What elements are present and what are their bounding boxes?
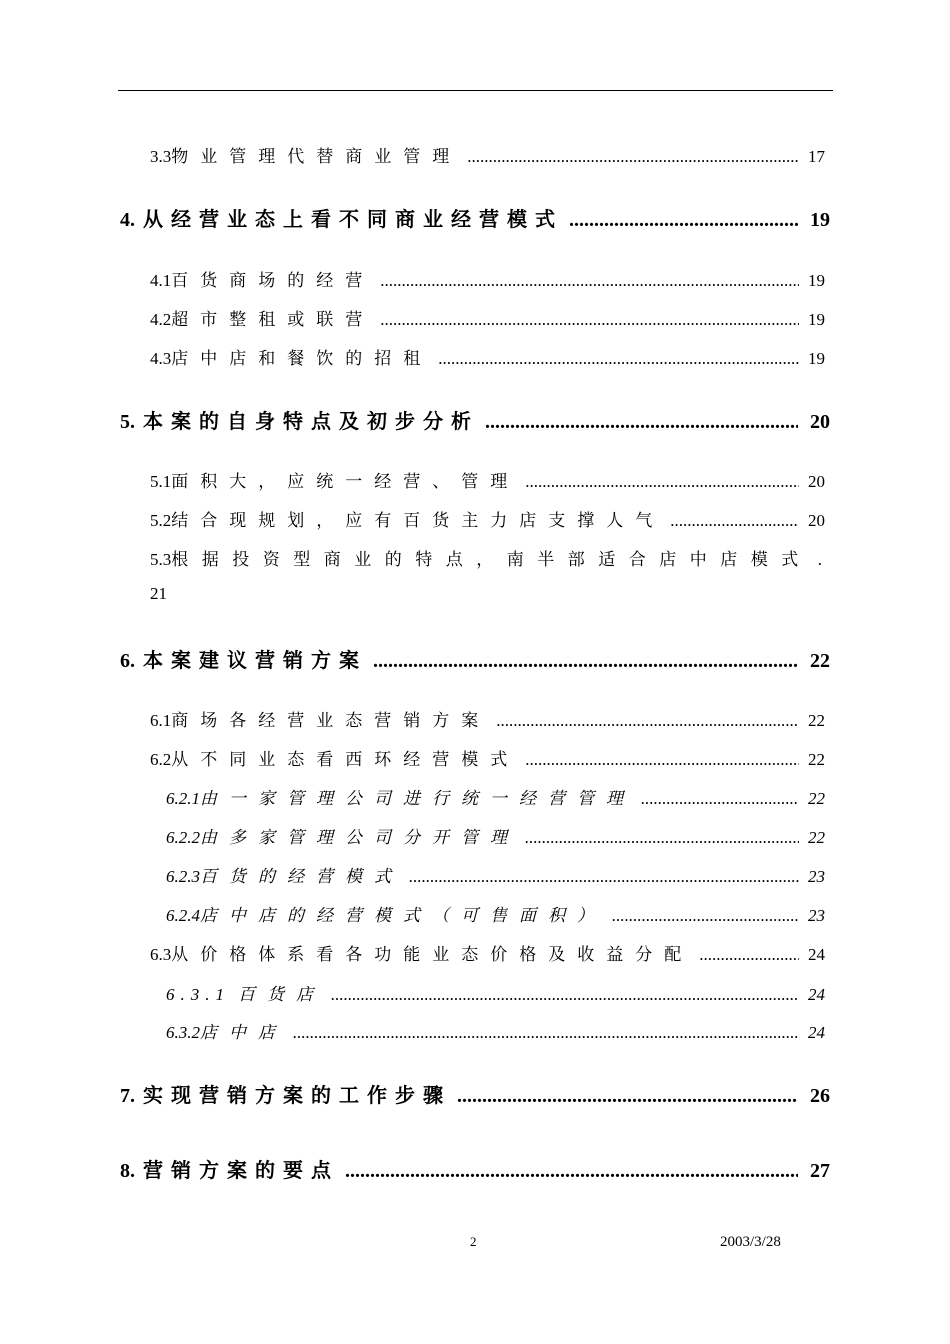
toc-entry-4[interactable]	[120, 203, 830, 232]
toc-entry-number: 6.	[120, 650, 135, 672]
toc-entry-page: 22	[808, 789, 825, 808]
toc-entry-page: 23	[808, 906, 825, 925]
toc-entry-6-2[interactable]	[150, 745, 825, 770]
toc-entry-title: 店中店的经营模式（可售面积）	[200, 906, 606, 925]
toc-entry-number: 4.3	[150, 349, 172, 368]
toc-leader-dots	[457, 1085, 798, 1108]
toc-entry-5-2[interactable]	[150, 506, 825, 531]
toc-leader-dots	[496, 711, 799, 731]
toc-entry-title: 由多家管理公司分开管理	[200, 828, 519, 847]
toc-entry-6[interactable]	[120, 644, 830, 673]
toc-entry-6-3[interactable]	[150, 940, 825, 965]
toc-leader-dots	[331, 985, 799, 1005]
toc-entry-number: 6.2.3	[166, 867, 200, 886]
toc-entry-number: 5.1	[150, 472, 172, 491]
toc-entry-number: 3.3	[150, 147, 172, 166]
toc-entry-page: 24	[808, 945, 825, 964]
toc-entry-title: 从经营业态上看不同商业经营模式	[143, 209, 563, 231]
toc-entry-7[interactable]	[120, 1079, 830, 1108]
toc-entry-title: 结合现规划，应有百货主力店支撑人气	[171, 511, 665, 530]
toc-entry-page: 24	[808, 1023, 825, 1042]
toc-entry-title: 百货店	[238, 985, 325, 1004]
toc-entry-page: 24	[808, 985, 825, 1004]
toc-entry-title: 实现营销方案的工作步骤	[143, 1085, 451, 1107]
toc-entry-number: 8.	[120, 1160, 135, 1182]
toc-entry-6-2-1[interactable]	[166, 784, 825, 809]
toc-entry-6-1[interactable]	[150, 706, 825, 731]
toc-entry-number: 5.3	[150, 550, 172, 569]
toc-leader-dots	[670, 511, 799, 531]
toc-entry-title: 面积大，应统一经营、管理	[171, 472, 520, 491]
toc-leader-dots	[293, 1023, 799, 1043]
toc-entry-title: 根据投资型商业的特点，南半部适合店中店模式	[171, 550, 812, 569]
toc-entry-title: 店中店	[200, 1023, 287, 1042]
toc-entry-page: 20	[808, 511, 825, 530]
toc-entry-6-2-4[interactable]	[166, 901, 825, 926]
toc-leader-dots	[699, 945, 799, 965]
toc-entry-5[interactable]	[120, 405, 830, 434]
footer-page-number: 2	[470, 1234, 477, 1249]
toc-entry-title: 商场各经营业态营销方案	[171, 711, 491, 730]
toc-entry-title: 本案建议营销方案	[143, 650, 367, 672]
toc-entry-page: 17	[808, 147, 825, 166]
toc-entry-title: 本案的自身特点及初步分析	[143, 411, 479, 433]
toc-leader-dots	[525, 750, 799, 770]
toc-entry-6-3-2[interactable]	[166, 1018, 825, 1043]
toc-entry-page: 19	[810, 209, 830, 231]
toc-entry-3-3[interactable]	[150, 142, 825, 167]
toc-leader-dots	[409, 867, 799, 887]
toc-leader-dots	[345, 1160, 798, 1183]
toc-leader-dots	[373, 650, 798, 673]
toc-entry-4-1[interactable]	[150, 266, 825, 291]
toc-entry-6-3-1[interactable]	[166, 980, 825, 1005]
toc-entry-page: 20	[810, 411, 830, 433]
toc-entry-page: 26	[810, 1085, 830, 1107]
toc-entry-title: 从不同业态看西环经营模式	[171, 750, 520, 769]
toc-entry-title: 百货的经营模式	[200, 867, 403, 886]
toc-entry-number: 6.1	[150, 711, 172, 730]
toc-entry-page: 19	[808, 310, 825, 329]
toc-entry-6-2-3[interactable]	[166, 862, 825, 887]
toc-leader-dots	[380, 271, 799, 291]
toc-entry-page: 20	[808, 472, 825, 491]
toc-entry-6-2-2[interactable]	[166, 823, 825, 848]
toc-entry-title: 营销方案的要点	[143, 1160, 339, 1182]
footer-date: 2003/3/28	[720, 1234, 781, 1250]
toc-entry-5-3[interactable]	[150, 545, 822, 570]
toc-entry-number: 4.	[120, 209, 135, 231]
toc-leader-dots	[641, 789, 799, 809]
toc-entry-title: 百货商场的经营	[171, 271, 375, 290]
toc-leader-dots	[525, 472, 799, 492]
toc-entry-number: 5.2	[150, 511, 172, 530]
toc-entry-number: 6.2.2	[166, 828, 200, 847]
toc-entry-page: 21	[150, 584, 167, 603]
toc-entry-title: 从价格体系看各功能业态价格及收益分配	[171, 945, 694, 964]
toc-entry-title: 物业管理代替商业管理	[171, 147, 462, 166]
toc-entry-page: 19	[808, 271, 825, 290]
toc-entry-4-3[interactable]	[150, 344, 825, 369]
toc-leader-dots	[569, 209, 798, 232]
toc-entry-title: 超市整租或联营	[171, 310, 375, 329]
toc-entry-5-1[interactable]	[150, 467, 825, 492]
toc-entry-page: 23	[808, 867, 825, 886]
toc-entry-8[interactable]	[120, 1154, 830, 1183]
toc-entry-number: 6.2	[150, 750, 172, 769]
toc-leader-dots	[525, 828, 799, 848]
toc-entry-number: 6.2.4	[166, 906, 200, 925]
toc-entry-number: 6.2.1	[166, 789, 200, 808]
toc-leader-dots	[380, 310, 799, 330]
toc-entry-page: 27	[810, 1160, 830, 1182]
toc-leader-dots	[438, 349, 799, 369]
toc-leader-dots	[818, 550, 822, 570]
toc-entry-number: 5.	[120, 411, 135, 433]
toc-leader-dots	[612, 906, 799, 926]
toc-leader-dots	[467, 147, 799, 167]
toc-entry-number: 4.2	[150, 310, 172, 329]
toc-entry-number: 4.1	[150, 271, 172, 290]
toc-entry-page: 22	[808, 711, 825, 730]
toc-entry-page: 22	[810, 650, 830, 672]
toc-entry-number: 6.3.2	[166, 1023, 200, 1042]
toc-entry-number: 6.3.1	[166, 985, 230, 1004]
toc-entry-number: 6.3	[150, 945, 172, 964]
toc-entry-4-2[interactable]	[150, 305, 825, 330]
toc-entry-page: 22	[808, 750, 825, 769]
toc-entry-title: 由一家管理公司进行统一经营管理	[200, 789, 635, 808]
toc-entry-title: 店中店和餐饮的招租	[171, 349, 433, 368]
toc-entry-number: 7.	[120, 1085, 135, 1107]
toc-entry-page: 19	[808, 349, 825, 368]
toc-entry-page: 22	[808, 828, 825, 847]
toc-leader-dots	[485, 411, 798, 434]
